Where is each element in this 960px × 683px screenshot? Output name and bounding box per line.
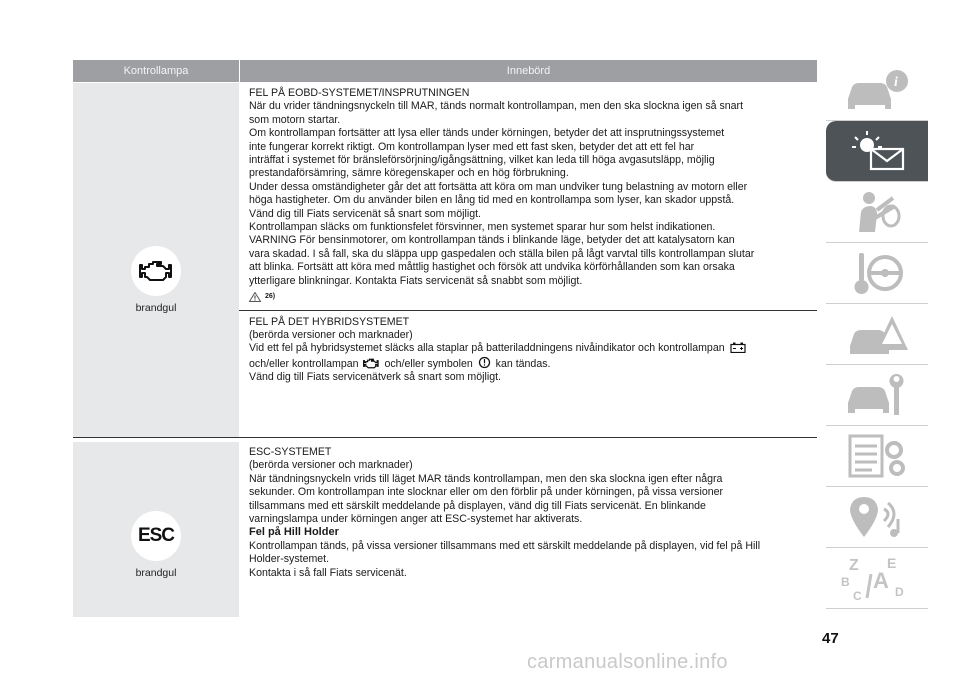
section-title: Fel på Hill Holder [249, 526, 339, 539]
chapter-sidebar [826, 60, 928, 609]
text-line: Vänd dig till Fiats servicenätverk så snart som möjligt. [249, 371, 501, 384]
text-line: som motorn startar. [249, 113, 341, 126]
table-row [73, 442, 817, 617]
key-steering-wheel-icon [847, 249, 907, 297]
text-line: ESC-SYSTEMET [249, 446, 332, 458]
svg-text:A: A [873, 568, 889, 593]
esc-section [249, 446, 817, 526]
svg-text:B: B [841, 575, 850, 589]
lamp-cell [73, 442, 239, 617]
page-number: 47 [822, 630, 839, 647]
svg-text:i: i [894, 75, 898, 90]
car-info-icon [842, 67, 912, 113]
alphabet-index-icon [837, 552, 917, 604]
svg-text:C: C [853, 589, 862, 603]
warning-light-envelope-icon [841, 127, 913, 175]
warning-ref-number: 26) [265, 293, 276, 301]
tab-maintenance[interactable] [826, 365, 928, 426]
text-line: prestandaförsämring, sämre köregenskaper och en hög förbrukning. [249, 167, 569, 180]
tab-index[interactable] [826, 548, 928, 609]
eobd-section [249, 87, 817, 304]
esc-symbol: ESC [137, 524, 175, 546]
car-hazard-icon [842, 310, 912, 358]
warning-triangle-icon [249, 292, 261, 302]
tab-multimedia[interactable] [826, 487, 928, 548]
table-header [73, 60, 817, 82]
text-line-part: och/eller kontrollampan [249, 357, 359, 370]
text-line: Holder-systemet. [249, 553, 330, 566]
text-line-part: och/eller symbolen [384, 357, 473, 370]
header-kontrollampa: Kontrollampa [73, 60, 239, 82]
engine-check-icon [131, 246, 181, 296]
tab-car-info[interactable] [826, 60, 928, 121]
person-airbag-icon [847, 188, 907, 236]
text-line: Kontrollampan släcks om funktionsfelet försvinner, men systemet sparar hur som helst indikationen. [249, 221, 716, 234]
text-line: inte fungerar korrekt riktigt. Om kontrollampan lyser med ett fast sken, betyder det att ett fel har [249, 140, 695, 153]
svg-text:D: D [895, 585, 904, 599]
text-line [249, 356, 817, 371]
text-line: FEL PÅ EOBD-SYSTEMET/INSPRUTNINGEN [249, 87, 470, 99]
section-title: FEL PÅ DET HYBRIDSYSTEMET [249, 315, 410, 328]
svg-text:E: E [887, 555, 897, 571]
text-line: sekunder. Om kontrollampan inte slocknar eller om den förblir på under körningen, på vissa versioner [249, 486, 724, 499]
svg-text:Z: Z [849, 557, 859, 574]
description-cell [239, 83, 817, 437]
tab-warning-lights[interactable] [826, 121, 928, 182]
text-line: att blinka. Fortsätt att köra med måttlig hastighet och försök att undvika körförhållanden som kan orsaka [249, 261, 735, 274]
hill-holder-section [249, 526, 817, 580]
multimedia-icon [842, 493, 912, 541]
text-line [249, 342, 817, 355]
text-line: VARNING För bensinmotorer, om kontrollampan tänds i blinkande läge, betyder det att katalysatorn kan [249, 234, 735, 247]
tab-safety[interactable] [826, 182, 928, 243]
text-line: ytterligare blinkningar. Kontakta Fiats servicenät så snabbt som möjligt. [249, 274, 583, 287]
text-line: varningslampa under körningen anger att ESC-systemet har aktiverats. [249, 513, 583, 526]
lamp-color-label: brandgul [135, 566, 177, 579]
text-line: vara skadad. I så fall, ska du släppa upp gaspedalen och ställa bilen på lågt varvtal tills kontrollampan slutar [249, 247, 755, 260]
table-row [73, 83, 817, 437]
engine-check-small-icon [363, 358, 379, 369]
section-subtitle: (berörda versioner och marknader) [249, 328, 413, 341]
row-divider [73, 437, 817, 438]
tab-emergency[interactable] [826, 304, 928, 365]
car-wrench-icon [842, 371, 912, 419]
text-line: När tändningsnyckeln vrids till läget MAR tänds kontrollampan, men den ska slockna igen efter några [249, 472, 723, 485]
text-line: höga hastigheter. Om du använder bilen en lång tid med en kontrollampa som lyser, kan skador uppstå. [249, 194, 735, 207]
text-line: När du vrider tändningsnyckeln till MAR, tänds normalt kontrollampan, men den ska slockna igen så snart [249, 100, 744, 113]
text-line-part: kan tändas. [495, 357, 551, 370]
text-line: (berörda versioner och marknader) [249, 459, 413, 472]
text-line: Vänd dig till Fiats servicenät så snart som möjligt. [249, 207, 481, 220]
text-line: Kontakta i så fall Fiats servicenät. [249, 566, 407, 579]
tab-start-driving[interactable] [826, 243, 928, 304]
lamp-color-label: brandgul [135, 302, 177, 314]
text-line-part: Vid ett fel på hybridsystemet släcks alla staplar på batteriladdningens nivåindikator och kontrollampan [249, 342, 725, 355]
text-line: tillsammans med ett särskilt meddelande på displayen, vänd dig till Fiats servicenät. En blinkande [249, 499, 706, 512]
tab-technical-data[interactable] [826, 426, 928, 487]
warning-light-table [73, 60, 817, 617]
watermark: carmanualsonline.info [527, 651, 728, 673]
lamp-cell [73, 83, 239, 437]
text-line: inträffat i systemet för bränsleförsörjning/igångsättning, vilket kan leda till höga avgasutsläpp, möjlig [249, 154, 715, 167]
warning-reference [249, 290, 817, 303]
battery-icon [730, 342, 746, 353]
text-line: Om kontrollampan fortsätter att lysa eller tänds under körningen, betyder det att insprutningssystemet [249, 127, 725, 140]
esc-icon [131, 511, 181, 561]
section-divider [239, 310, 817, 311]
header-innebord: Innebörd [240, 60, 817, 82]
hybrid-section [249, 316, 817, 385]
power-fault-icon [478, 356, 491, 369]
text-line: Kontrollampan tänds, på vissa versioner tillsammans med ett särskilt meddelande på displayen, vid fel på Hill [249, 539, 761, 552]
text-line: Under dessa omständigheter går det att fortsätta att köra om man undviker tung belastning av motorn eller [249, 180, 748, 193]
checklist-gears-icon [842, 432, 912, 480]
description-cell [239, 442, 817, 617]
